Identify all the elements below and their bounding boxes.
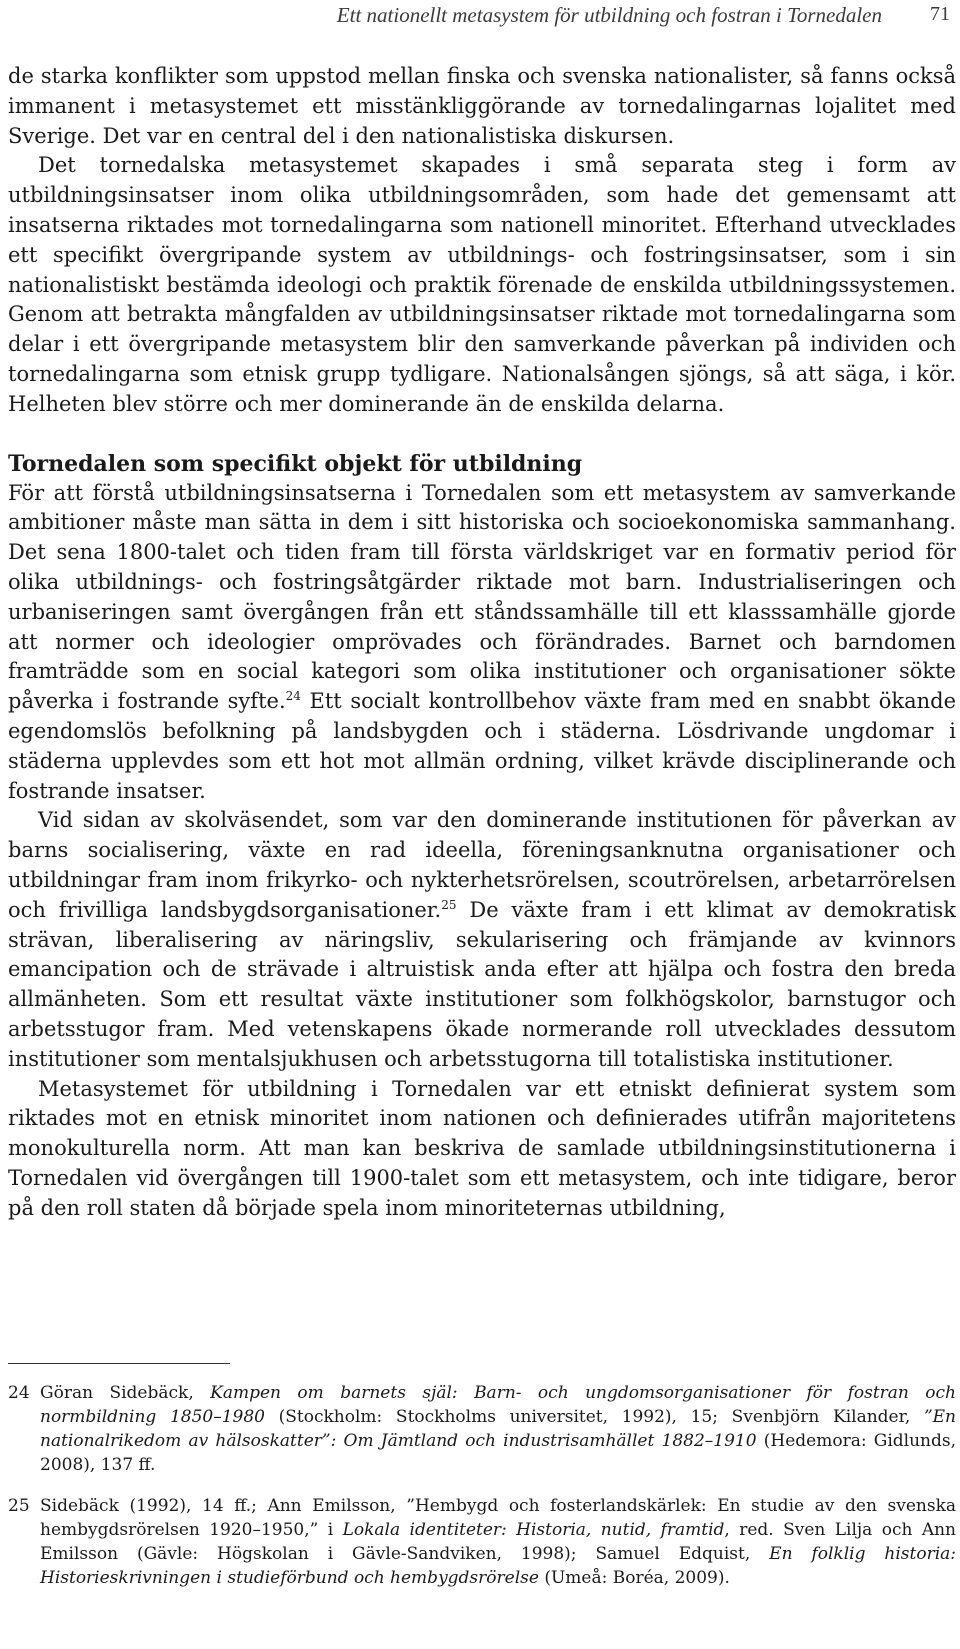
footnote-24 bbox=[8, 1381, 956, 1477]
footnote-text-part: (Hedemora: Gidlunds, 2008), 137 ff. bbox=[40, 1431, 957, 1475]
footnote-text-part: Göran Sidebäck, bbox=[40, 1383, 211, 1403]
footnote-ref-24[interactable]: 24 bbox=[285, 689, 301, 704]
footnote-title-italic: Lokala identiteter: Historia, nutid, framtid bbox=[342, 1520, 725, 1540]
footnote-title-italic: ”En nationalrikedom av hälsoskatter”: Om Jämtland och industrisamhället 1882–1910 bbox=[40, 1407, 956, 1451]
footnote-text-part: (Umeå: Boréa, 2009). bbox=[538, 1568, 730, 1588]
footnote-ref-25[interactable]: 25 bbox=[441, 897, 457, 912]
footnote-number: 25 bbox=[8, 1496, 30, 1516]
footnote-number: 24 bbox=[8, 1383, 30, 1403]
section-heading: Tornedalen som specifikt objekt för utbildning bbox=[8, 450, 583, 477]
footnotes bbox=[8, 1381, 956, 1607]
running-head bbox=[0, 0, 960, 34]
paragraph-3 bbox=[8, 479, 956, 807]
footnote-divider bbox=[8, 1363, 230, 1364]
footnote-title-italic: Kampen om barnets själ: Barn- och ungdomsorganisationer för fostran och normbildning 1850–1980 bbox=[40, 1383, 956, 1427]
paragraph-2: Det tornedalska metasystemet skapades i små separata steg i form av utbildningsinsatser inom olika utbildningsområden, som hade det gemensamt att insatserna riktades mot tornedalingarna som nationell minoritet. Efterhand utvecklades ett specifikt övergripande system av utbildnings- och fostringsinsatser, som i sin nationalistiskt bestämda ideologi och praktik förenade de enskilda utbildningssystemen. Genom att betrakta mångfalden av utbildningsinsatser riktade mot tornedalingarna som delar i ett övergripande metasystem blir den samverkande påverkan på individen och tornedalingarna som etnisk grupp tydligare. Nationalsången sjöngs, så att säga, i kör. Helheten blev större och mer dominerande än de enskilda delarna. bbox=[8, 153, 956, 416]
footnote-text bbox=[40, 1381, 956, 1477]
running-head-title: Ett nationellt metasystem för utbildning och fostran i Tornedalen bbox=[336, 3, 882, 27]
paragraph-4-text-b: De växte fram i ett klimat av demokratisk strävan, liberalisering av näringsliv, sekularisering och främjande av kvinnors emancipation och de strävade i altruistisk anda efter att hjälpa och fostra den breda allmänheten. Som ett resultat växte institutioner som folkhögskolor, barnstugor och arbetsstugor fram. Med vetenskapens ökade normerande roll utvecklades dessutom institutioner som mentalsjukhusen och arbetsstugorna till totalistiska institutioner. bbox=[8, 897, 956, 1071]
paragraph-4 bbox=[8, 806, 956, 1074]
footnote-text-part: , red. Sven Lilja och Ann Emilsson (Gävle: Högskolan i Gävle-Sandviken, 1998); Samuel Edquist, bbox=[40, 1520, 956, 1564]
footnote-text-part: Sidebäck (1992), 14 ff.; Ann Emilsson, ”Hembygd och fosterlandskärlek: En studie av den svenska hembygdsrörelsen 1920–1950,” i bbox=[40, 1496, 956, 1540]
footnote-25 bbox=[8, 1494, 956, 1590]
body-text bbox=[8, 62, 956, 1223]
paragraph-5: Metasystemet för utbildning i Tornedalen var ett etniskt definierat system som riktades mot en etnisk minoritet inom nationen och definierades utifrån majoritetens monokulturella norm. Att man kan beskriva de samlade utbildningsinstitutionerna i Tornedalen vid övergången till 1900-talet som ett metasystem, och inte tidigare, beror på den roll staten då började spela inom minoriteternas utbildning, bbox=[8, 1076, 956, 1220]
page-number: 71 bbox=[930, 3, 950, 25]
footnote-text bbox=[40, 1494, 956, 1590]
footnote-title-italic: En folklig historia: Historieskrivningen i studieförbund och hembygdsrörelse bbox=[40, 1544, 956, 1588]
paragraph-1: de starka konflikter som uppstod mellan finska och svenska nationalister, så fanns också immanent i metasystemet ett misstänkliggörande av tornedalingarnas lojalitet med Sverige. Det var en central del i den nationalistiska diskursen. bbox=[8, 64, 956, 148]
paragraph-3-text-a: För att förstå utbildningsinsatserna i Tornedalen som ett metasystem av samverkande ambitioner måste man sätta in dem i sitt historiska och socioekonomiska sammanhang. Det sena 1800-talet och tiden fram till första världskriget var en formativ period för olika utbildnings- och fostringsåtgärder riktade mot barn. Industrialiseringen och urbaniseringen samt övergången från ett ståndssamhälle till ett klasssamhälle gjorde att normer och ideologier omprövades och förändrades. Barnet och barndomen framträdde som en social kategori som olika institutioner och organisationer sökte påverka i fostrande syfte. bbox=[8, 480, 956, 714]
paragraph-3-text-b: Ett socialt kontrollbehov växte fram med en snabbt ökande egendomslös befolkning på landsbygden och i städerna. Lösdrivande ungdomar i städerna upplevdes som ett hot mot allmän ordning, vilket krävde disciplinerande och fostrande insatser. bbox=[8, 689, 956, 803]
paragraph-4-text-a: Vid sidan av skolväsendet, som var den dominerande institutionen för påverkan av barns socialisering, växte en rad ideella, föreningsanknutna organisationer och utbildningar fram inom frikyrko- och nykterhetsrörelsen, scoutrörelsen, arbetarrörelsen och frivilliga landsbygdsorganisationer. bbox=[8, 808, 956, 922]
footnote-text-part: (Stockholm: Stockholms universitet, 1992), 15; Svenbjörn Kilander, bbox=[264, 1407, 924, 1427]
